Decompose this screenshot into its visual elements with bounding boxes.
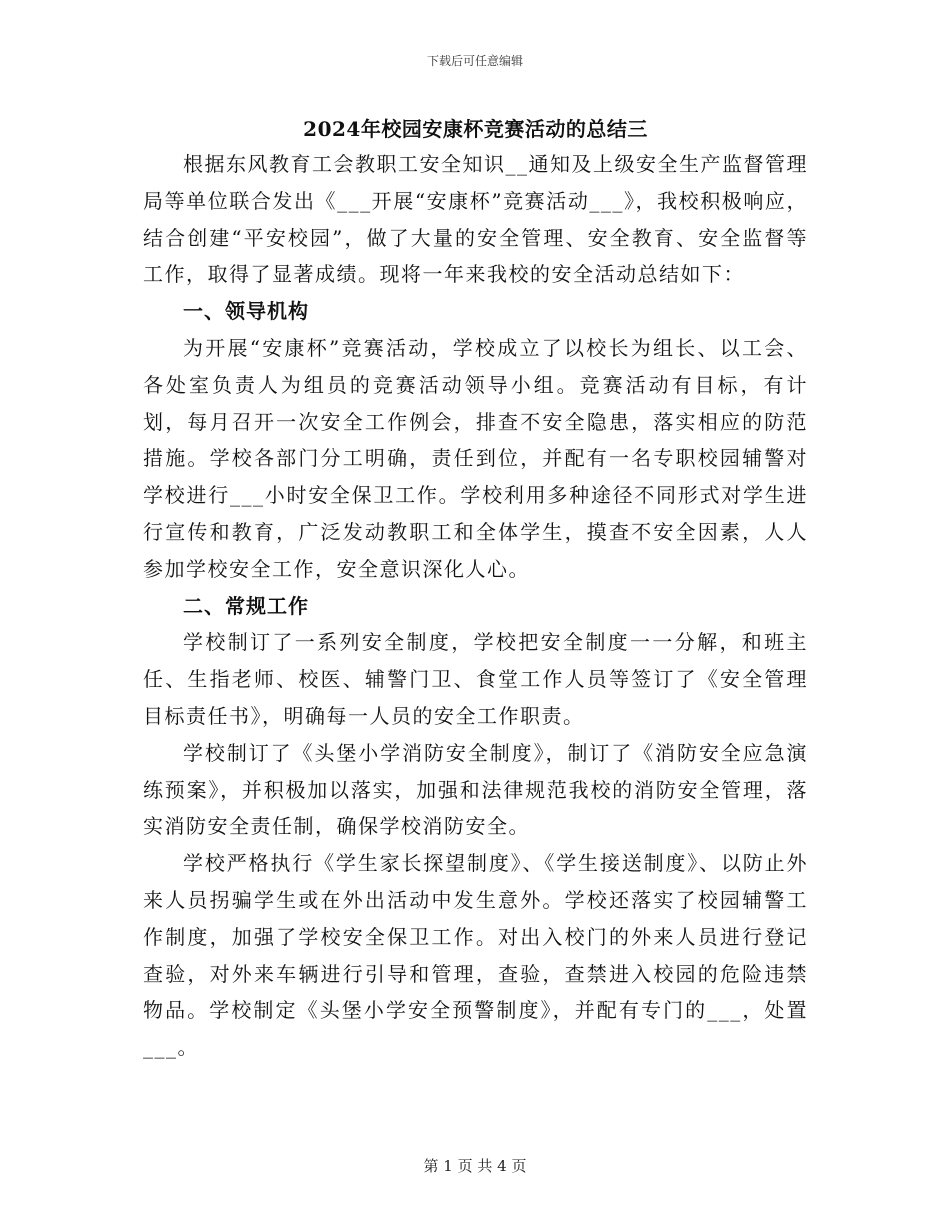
body-paragraph: 学校制订了一系列安全制度，学校把安全制度一一分解，和班主任、生指老师、校医、辅警门卫、食堂工作人员等签订了《安全管理目标责任书》，明确每一人员的安全工作职责。: [143, 630, 808, 728]
body-paragraph: 学校制订了《头堡小学消防安全制度》，制订了《消防安全应急演练预案》，并积极加以落实，加强和法律规范我校的消防安全管理，落实消防安全责任制，确保学校消防安全。: [143, 740, 808, 839]
section-leadership: [143, 293, 808, 587]
header-note: 下载后可任意编辑: [426, 54, 523, 68]
intro-paragraph: 根据东风教育工会教职工安全知识__通知及上级安全生产监督管理局等单位联合发出《___开展“安康杯”竞赛活动___》，我校积极响应，结合创建“平安校园”，做了大量的安全管理、安全教育、安全监督等工作，取得了显著成绩。现将一年来我校的安全活动总结如下：: [143, 152, 808, 287]
section-heading: 一、领导机构: [183, 299, 309, 324]
body-paragraph: 学校严格执行《学生家长探望制度》、《学生接送制度》、以防止外来人员拐骗学生或在外出活动中发生意外。学校还落实了校园辅警工作制度，加强了学校安全保卫工作。对出入校门的外来人员进行登记查验，对外来车辆进行引导和管理，查验，查禁进入校园的危险违禁物品。学校制定《头堡小学安全预警制度》，并配有专门的___，处置___。: [143, 851, 808, 1060]
section-heading: 二、常规工作: [183, 593, 309, 618]
body-paragraph: 为开展“安康杯”竞赛活动，学校成立了以校长为组长、以工会、各处室负责人为组员的竞赛活动领导小组。竞赛活动有目标，有计划，每月召开一次安全工作例会，排查不安全隐患，落实相应的防范措施。学校各部门分工明确，责任到位，并配有一名专职校园辅警对学校进行___小时安全保卫工作。学校利用多种途径不同形式对学生进行宣传和教育，广泛发动教职工和全体学生，摸查不安全因素，人人参加学校安全工作，安全意识深化人心。: [143, 335, 808, 581]
document-body: [143, 112, 808, 1066]
page-footer: 第 1 页 共 4 页: [423, 1157, 527, 1175]
document-title: 2024年校园安康杯竞赛活动的总结三: [303, 117, 648, 141]
section-routine-work: [143, 588, 808, 1066]
